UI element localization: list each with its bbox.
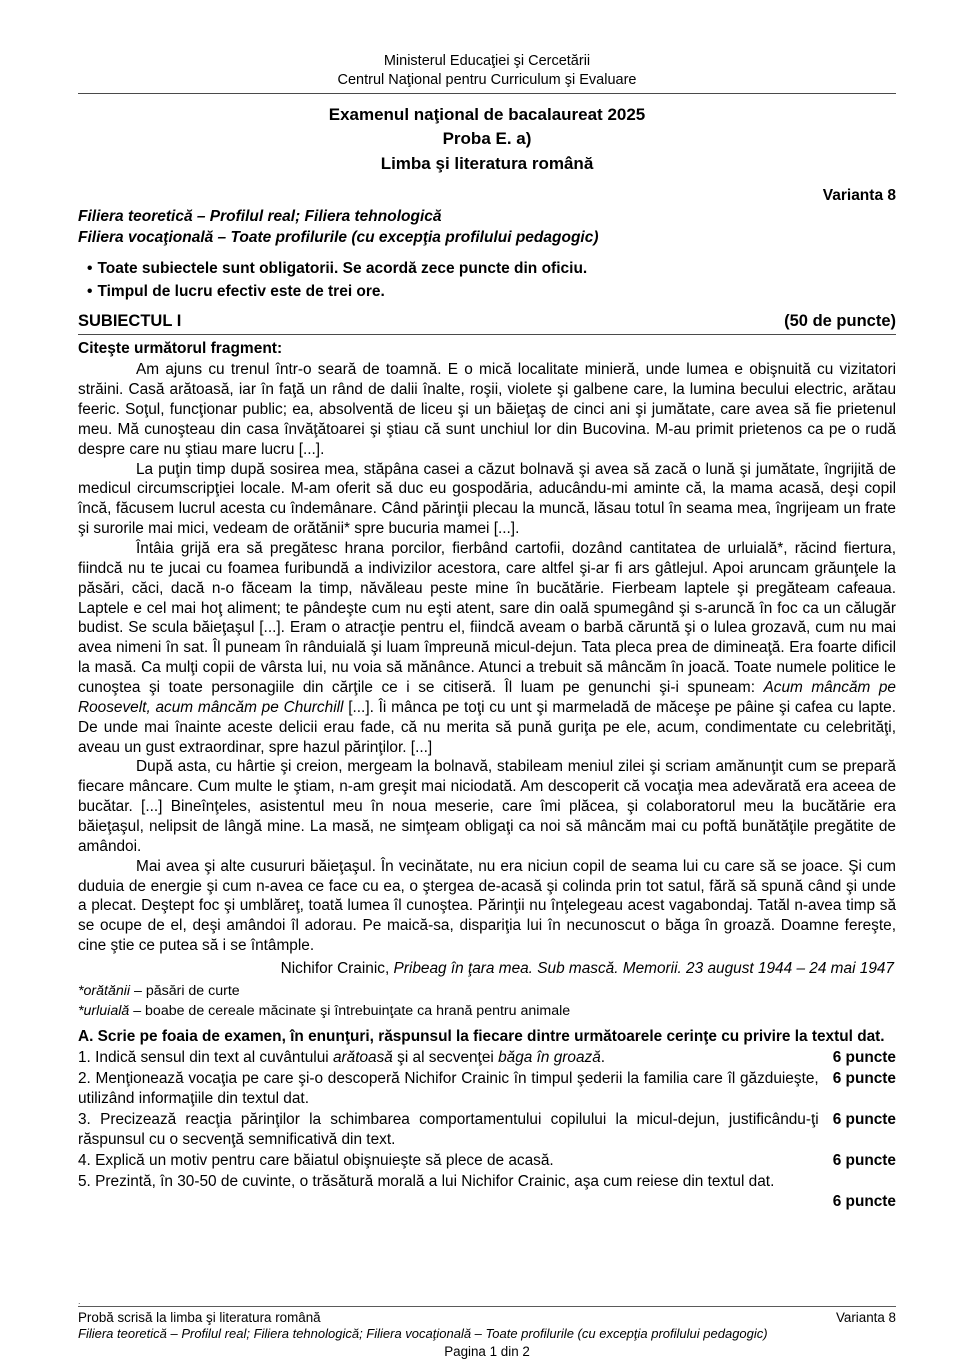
fragment-paragraph: La puţin timp după sosirea mea, stăpâna casei a căzut bolnavă şi avea să zacă o lună şi jumătate, îngrijită de medicul circumscripţiei locale. M-am oferit să duc eu gospodăria, aducându-mi aminte că, la mama acasă, deşi copil încă, făcusem lucrul acesta cu îndemânare. Când părinţii plecau la muncă, lăsau totul în seama mea, îngrijeam un frate şi surorile mai mici, vedeam de orătănii* spre bucuria mamei [...]. <box>78 460 896 538</box>
footnotes <box>78 982 896 1021</box>
question-item <box>78 1151 896 1171</box>
fragment-text-part: [...]. Îi mânca pe toţi cu unt şi marmeladă de măceşe pe pâine şi cafea cu lapte. De unde mai înainte aceste delicii erau fade, că nu merita să pună guriţa pe ele, acum, condimentate cu celebrităţi, aveau un gust extraordinar, spre hazul părinţilor. [...] <box>78 698 896 756</box>
question-number: 5. <box>78 1173 96 1191</box>
question-item <box>78 1110 896 1150</box>
footnote-definition: – boabe de cereale măcinate şi întrebuinţate ca hrană pentru animale <box>129 1002 571 1019</box>
read-instruction: Citeşte următorul fragment: <box>78 340 283 358</box>
question-points: 6 puncte <box>832 1070 896 1088</box>
variant-label: Varianta 8 <box>822 186 896 204</box>
footnote-item <box>78 982 896 1002</box>
question-item <box>78 1069 896 1109</box>
question-text: . <box>600 1049 606 1067</box>
footer-tick-mark: . <box>78 1296 81 1307</box>
exam-title-line-3: Limba şi literatura română <box>380 153 594 173</box>
subject-label: SUBIECTUL I <box>78 312 182 331</box>
question-text: Indică sensul din text al cuvântului <box>95 1049 333 1067</box>
footnote-definition: – păsări de curte <box>130 983 240 1000</box>
bullet-icon: • <box>87 282 93 300</box>
fragment-paragraph: După asta, cu hârtie şi creion, mergeam la bolnavă, stabileam meniul zilei şi scriam amănunţit cum se prepară fiecare mâncare. Cum multe le ştiam, n-am greşit mai niciodată. Am descoperit că vocaţia mea adevărată era aceea de bucătar. [...] Bineînţeles, asistentul meu în noua meserie, care îmi plăcea, şi colaboratorul meu la bucătărie era băieţaşul, nelipsit de lângă mine. La masă, ne simţeam obligaţi ca noi să mâncăm mai cu poftă bunătăţile pregătite de amândoi. <box>78 758 896 855</box>
source-work-title: Pribeag în ţara mea. Sub mască. Memorii. 23 august 1944 – 24 mai 1947 <box>393 960 894 978</box>
reading-fragment <box>78 360 896 956</box>
bullet-icon: • <box>87 260 93 277</box>
question-text: Menţionează vocaţia pe care şi-o descoperă Nichifor Crainic în timpul şederii la familia care îl găzduieşte, utilizând informaţiile din textul dat. <box>78 1070 819 1108</box>
subject-points: (50 de puncte) <box>784 312 896 331</box>
section-a-lead: A. Scrie pe foaia de examen, în enunţuri, răspunsul la fiecare dintre următoarele cerinţe cu privire la textul dat. <box>78 1028 885 1046</box>
filiera-line-1: Filiera teoretică – Profilul real; Filiera tehnologică <box>78 207 442 225</box>
exam-title-line-2: Proba E. a) <box>442 129 532 149</box>
footer-exam-label: Probă scrisă la limba şi literatura română <box>78 1310 321 1326</box>
question-text: Explică un motiv pentru care băiatul obişnuieşte să plece de acasă. <box>95 1152 554 1170</box>
ministry-line-1: Ministerul Educaţiei şi Cercetării <box>383 53 591 69</box>
fragment-text-part: Întâia grijă era să pregătesc hrana porcilor, fierbând cartofii, dozând cantitatea de urluială*, răcind fiertura, fiindcă nu te jucai cu foamea furibundă a indivizilor acestora, care altfel şi-ar fi ars gâtlejul. Apoi aruncam grăunţele la păsări, căci, dacă n-o făceam la timp, năvăleau peste mine în bucătărie. Fierbeam laptele şi pregăteam cafeaua. Laptele e cel mai hoţ aliment; te pândeşte cum nu eşti atent, sare din oală spumegând şi s-aruncă în foc ca un călugăr budist. Se scula băieţaşul [...]. Eram o atracţie pentru el, fiindcă aveam o barbă căruntă şi o lulea grozavă, cum nu mai avea nimeni în sat. Îl puneam în rânduială şi luam împreună micul-dejun. Tata pleca prea de dimineaţă. Era foarte dificil la masă. Ca mulţi copii de vârsta lui, nu voia să mănânce. Atunci a trebuit să mâncăm în joacă. Toate numele politice le cunoştea şi toate personagiile din cărţile ce i se citiseră. Îl luam pe genunchi şi-i spuneam: <box>78 539 896 696</box>
footnote-term: *urluială <box>78 1002 130 1019</box>
footer-variant-label: Varianta 8 <box>835 1310 896 1326</box>
exam-rules-list <box>78 258 896 303</box>
source-author: Nichifor Crainic, <box>280 960 394 978</box>
question-points: 6 puncte <box>832 1111 896 1129</box>
fragment-paragraph <box>78 539 896 757</box>
question-italic-term: băga în groază <box>498 1049 601 1067</box>
footnote-term: *orătănii <box>78 983 131 1000</box>
footer-divider <box>78 1306 896 1307</box>
exam-rule-item <box>78 281 896 304</box>
question-item <box>78 1048 896 1068</box>
section-a <box>78 1027 896 1212</box>
question-text: şi al secvenţei <box>392 1049 499 1067</box>
filiera-line-2: Filiera vocaţională – Toate profilurile (cu excepţia profilului pedagogic) <box>78 229 599 247</box>
footnote-item <box>78 1002 896 1022</box>
footer-top-row <box>78 1310 896 1325</box>
fragment-quote-italic: Acum mâncăm pe Roosevelt, acum mâncăm pe Churchill <box>78 679 896 716</box>
question-italic-term: arătoasă <box>332 1049 393 1067</box>
filiera-block <box>78 206 896 249</box>
ministry-line-2: Centrul Naţional pentru Curriculum şi Evaluare <box>337 72 637 89</box>
footer-page-number: Pagina 1 din 2 <box>444 1344 530 1359</box>
fragment-paragraph: Am ajuns cu trenul într-o seară de toamnă. E o mică localitate minieră, unde lumea e obişnuită cu vizitatori străini. Casă arătoasă, iar în faţă un rând de dalii înalte, roşii, violete şi galbene care, la lumina becului electric, arătau feeric. Soţul, funcţionar public; ea, absolventă de liceu şi un băieţaş de cinci ani şi jumătate, care avea să fie prietenul meu. Mă cunoşteau din casa învăţătoarei şi ştiau că sunt unchiul lor din Bucovina. M-au primit prietenos ca pe o rudă despre care nu ştiau mare lucru [...]. <box>78 361 896 458</box>
source-attribution <box>78 959 896 979</box>
masthead <box>78 52 896 90</box>
question-points: 6 puncte <box>832 1152 896 1170</box>
exam-title-line-1: Examenul naţional de bacalaureat 2025 <box>328 105 646 125</box>
question-text: Precizează reacţia părinţilor la schimbarea comportamentului copilului la micul-dejun, justificându-ţi răspunsul cu o secvenţă semnificativă din text. <box>78 1111 819 1149</box>
question-number: 2. <box>78 1070 96 1088</box>
question-number: 4. <box>78 1152 96 1170</box>
question-points: 6 puncte <box>832 1193 896 1211</box>
exam-rule-text: Toate subiectele sunt obligatorii. Se acordă zece puncte din oficiu. <box>97 260 588 277</box>
exam-rule-item <box>78 258 896 281</box>
question-text: Prezintă, în 30-50 de cuvinte, o trăsătură morală a lui Nichifor Crainic, aşa cum reiese din textul dat. <box>95 1173 775 1191</box>
subject-heading <box>78 312 896 331</box>
header-divider <box>78 93 896 94</box>
question-points: 6 puncte <box>832 1049 896 1067</box>
subject-divider <box>78 334 896 335</box>
fragment-paragraph: Mai avea şi alte cusururi băieţaşul. În vecinătate, nu era niciun copil de seama lui cu care să se joace. Şi cum duduia de energie şi cum n-avea ce face cu ea, o ştergea de-acasă şi colinda prin tot satul, fără să spună când şi unde a plecat. Deştept foc şi umblăreţ, toată lumea îl cunoştea. Părinţii nu înţelegeau acest vagabondaj. Tatăl n-avea timp să se ocupe de el, deşi amândoi îl adorau. Pe maică-sa, dispariţia lui în necunoscut o băga în groază. Doamne fereşte, cine ştie ce putea să i se întâmple. <box>78 857 896 955</box>
question-number: 1. <box>78 1049 96 1067</box>
footer-filiera-label: Filiera teoretică – Profilul real; Filiera tehnologică; Filiera vocaţională – Toate profilurile (cu excepţia profilului pedagogic) <box>78 1326 768 1342</box>
page-footer <box>78 1298 896 1359</box>
exam-title <box>78 103 896 175</box>
exam-rule-text: Timpul de lucru efectiv este de trei ore. <box>97 282 385 300</box>
question-number: 3. <box>78 1111 101 1129</box>
question-item <box>78 1172 896 1192</box>
